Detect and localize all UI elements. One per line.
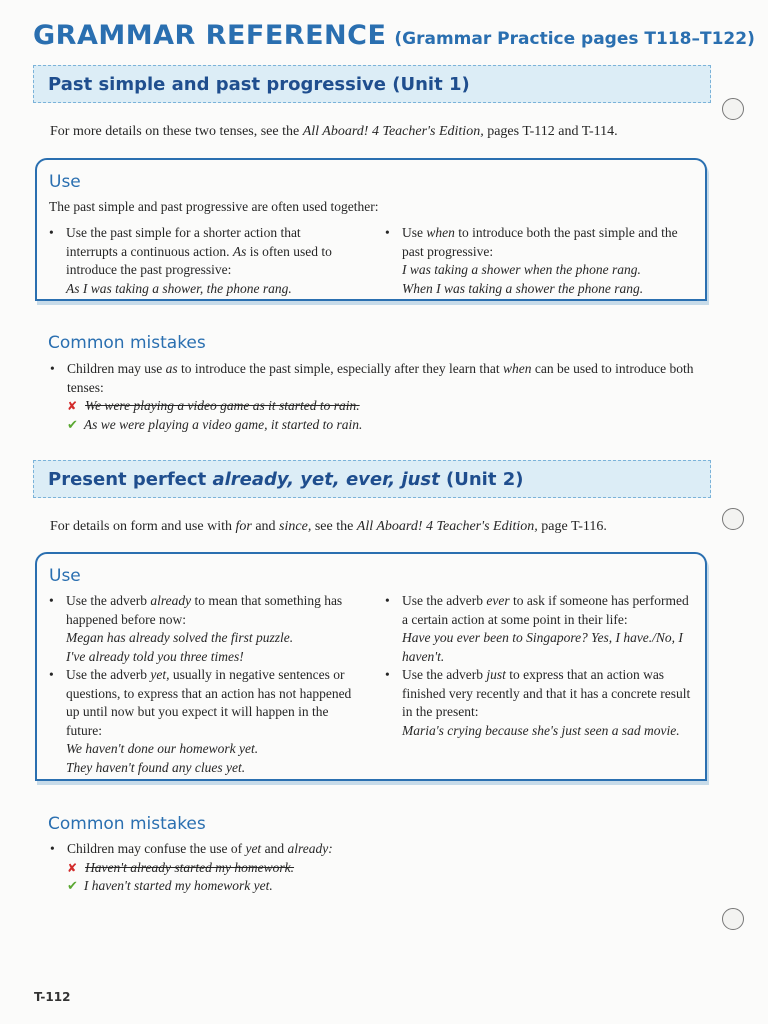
intro-text: For more details on these two tenses, see the [50,124,303,139]
book-title: All Aboard! 4 Teacher's Edition, [302,124,484,139]
use-heading: Use [49,566,81,586]
page-title [33,20,758,62]
example-sentence: We haven't done our homework yet. [66,741,259,756]
example-sentence: I was taking a shower when the phone rang. [402,262,641,277]
page-title-sub: (Grammar Practice pages T118–T122) [394,29,755,49]
check-icon: ✔ [67,417,78,433]
binder-hole-icon [722,508,744,530]
list-item: • Use the adverb just to express that an action was finished very recently and that it has a concrete result in the present: Maria's crying because she's just seen a sad movie. [385,666,697,740]
section-banner-past-simple [33,65,711,103]
list-item: • Children may confuse the use of yet and already: [50,840,710,859]
list-item: • Use the past simple for a shorter action that interrupts a continuous action. As is often used to introduce the past progressive: As I was taking a shower, the phone rang. [49,224,349,298]
use-lead: The past simple and past progressive are often used together: [49,199,379,214]
list-item: • Use the adverb yet, usually in negative sentences or questions, to express that an action has not happened up until now but you expect it will happen in the future: We haven't done our homework yet. They haven't found any clues yet. [49,666,365,777]
intro-text: pages T-112 and T-114. [483,124,618,139]
page-title-main: GRAMMAR REFERENCE [33,20,387,51]
example-sentence: They haven't found any clues yet. [66,759,246,775]
use-heading: Use [49,172,81,192]
section-intro: For details on form and use with for and since, see the All Aboard! 4 Teacher's Edition, page T-116. [50,519,607,534]
section-intro [50,123,720,141]
use-column-right [385,224,685,298]
example-sentence: I've already told you three times! [66,648,244,664]
use-box [35,552,707,781]
use-box [35,158,707,301]
binder-hole-icon [722,98,744,120]
common-mistakes-heading: Common mistakes [48,333,206,353]
section-heading: Past simple and past progressive (Unit 1) [48,74,470,95]
wrong-example: ✘ Haven't already started my homework. [67,859,295,875]
list-item: • Use when to introduce both the past simple and the past progressive: I was taking a shower when the phone rang. When I was taking a shower the phone rang. [385,224,685,298]
use-column-left [49,224,349,298]
section-banner-present-perfect [33,460,711,498]
mistake-list [50,360,710,435]
common-mistakes-heading: Common mistakes [48,814,206,834]
cross-icon: ✘ [67,399,78,413]
check-icon: ✔ [67,879,78,894]
cross-icon: ✘ [67,860,78,875]
book-title: All Aboard! 4 Teacher's Edition, [356,519,538,534]
example-sentence: When I was taking a shower the phone rang. [402,280,644,296]
binder-hole-icon [722,908,744,930]
list-item: • Use the adverb already to mean that something has happened before now: Megan has already solved the first puzzle. I've already told you three times! [49,592,365,666]
mistake-list [50,840,710,897]
list-item: • Use the adverb ever to ask if someone has performed a certain action at some point in their life: Have you ever been to Singapore? Yes, I have./No, I haven't. [385,592,697,666]
section-heading: Present perfect already, yet, ever, just (Unit 2) [48,469,524,490]
correct-example: ✔ I haven't started my homework yet. [67,878,273,894]
list-item: • Children may use as to introduce the past simple, especially after they learn that when can be used to introduce both tenses: [50,360,710,397]
use-column-right [385,592,697,740]
correct-example: ✔ As we were playing a video game, it started to rain. [67,416,363,433]
example-sentence: Have you ever been to Singapore? Yes, I have./No, I haven't. [402,630,683,664]
use-column-left [49,592,365,777]
example-sentence: Maria's crying because she's just seen a sad movie. [402,722,680,738]
example-sentence: Megan has already solved the first puzzle. [66,630,294,645]
wrong-example: ✘ We were playing a video game as it started to rain. [67,398,360,413]
page-number: T-112 [34,990,71,1004]
example-sentence: As I was taking a shower, the phone rang. [66,280,292,296]
